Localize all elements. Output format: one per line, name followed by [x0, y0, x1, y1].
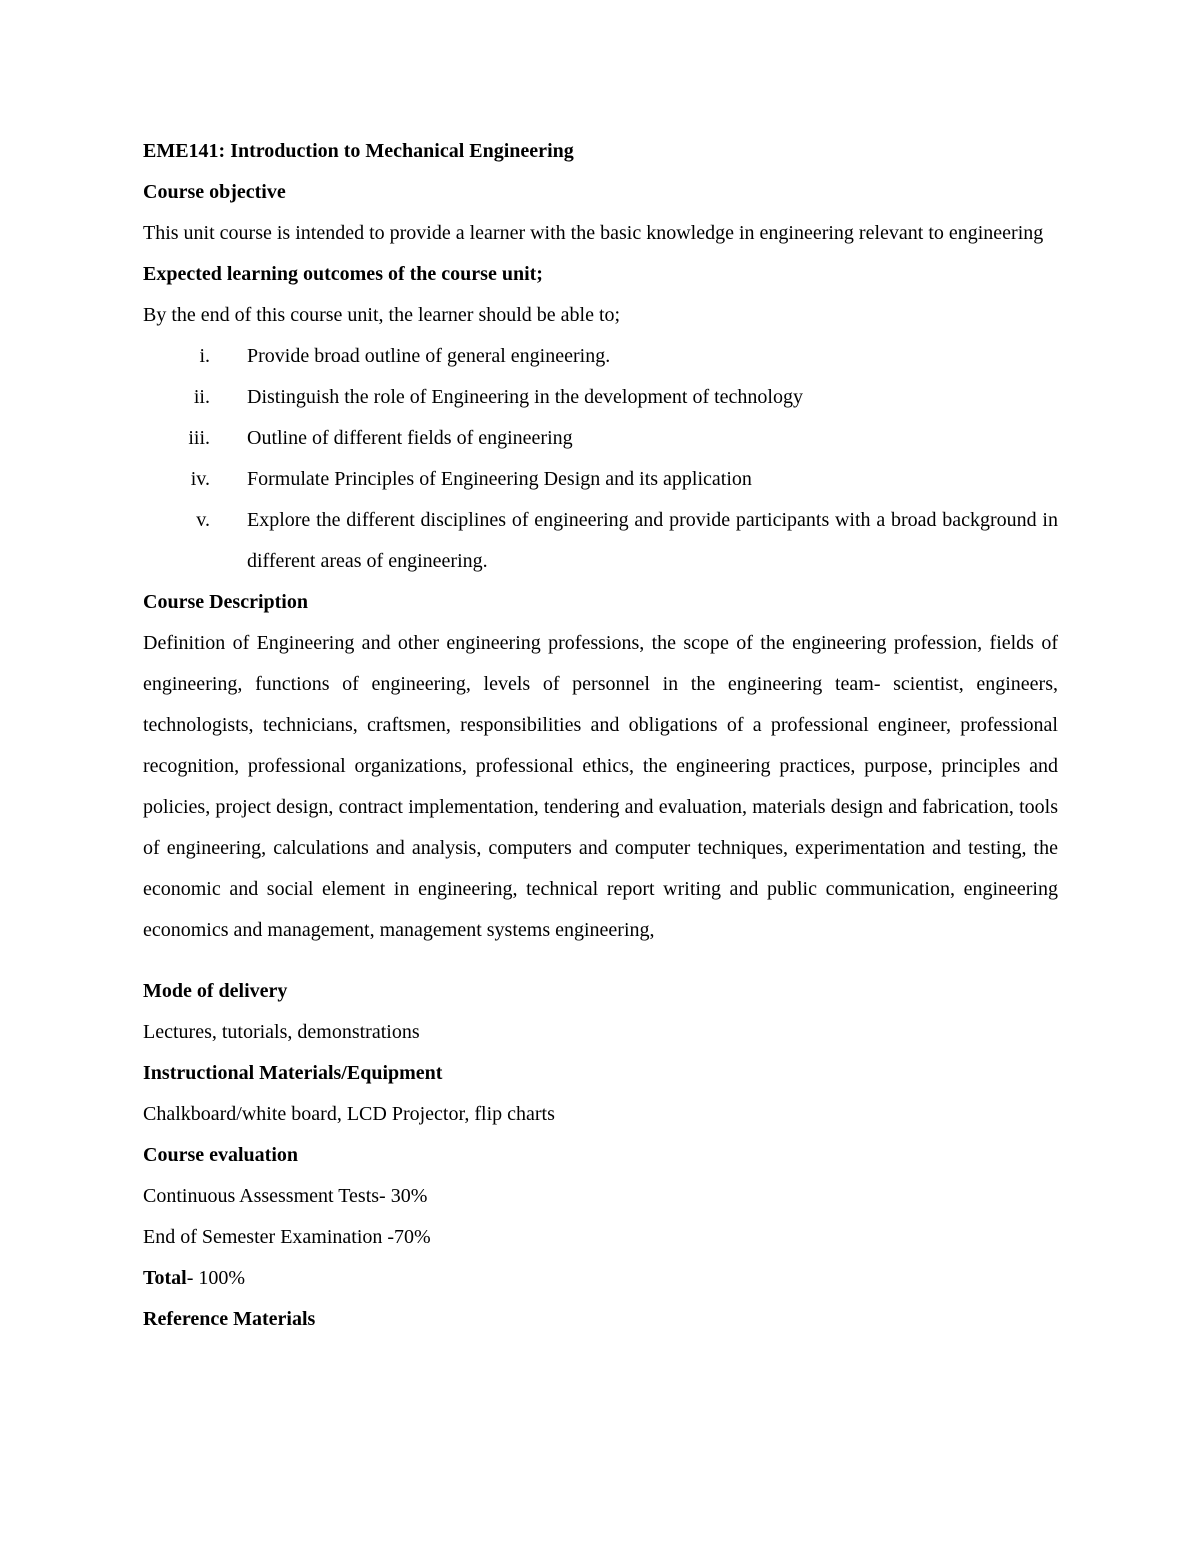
course-evaluation-heading: Course evaluation: [143, 1144, 298, 1166]
document-title: EME141: Introduction to Mechanical Engineering: [143, 140, 574, 162]
instructional-materials-text: Chalkboard/white board, LCD Projector, flip charts: [143, 1103, 555, 1125]
outcome-number: i.: [199, 345, 210, 367]
learning-outcomes-heading: Expected learning outcomes of the course unit;: [143, 263, 543, 285]
evaluation-total-value: - 100%: [186, 1267, 246, 1289]
outcome-text: Provide broad outline of general engineering.: [247, 345, 611, 367]
mode-of-delivery-heading: Mode of delivery: [143, 980, 288, 1002]
outcome-number: iv.: [190, 468, 210, 490]
reference-materials-heading: Reference Materials: [143, 1308, 316, 1330]
outcome-number: v.: [196, 509, 210, 531]
instructional-materials-heading: Instructional Materials/Equipment: [143, 1062, 443, 1084]
course-objective-text: This unit course is intended to provide a learner with the basic knowledge in engineering relevant to engineering: [143, 222, 1044, 244]
outcome-number: iii.: [188, 427, 210, 449]
outcome-text: Explore the different disciplines of engineering and provide participants with a broad background in different areas of engineering.: [247, 509, 1058, 572]
outcome-number: ii.: [193, 386, 210, 408]
outcome-item: [143, 459, 1058, 500]
mode-of-delivery-text: Lectures, tutorials, demonstrations: [143, 1021, 420, 1043]
evaluation-item-cats: Continuous Assessment Tests- 30%: [143, 1185, 428, 1207]
course-description-heading: Course Description: [143, 591, 308, 613]
evaluation-total-label: Total: [143, 1267, 187, 1289]
outcome-item: [143, 418, 1058, 459]
outcome-text: Outline of different fields of engineering: [247, 427, 573, 449]
outcome-item: [143, 336, 1058, 377]
outcome-list: [143, 336, 1058, 582]
evaluation-item-exam: End of Semester Examination -70%: [143, 1226, 431, 1248]
outcome-item: [143, 377, 1058, 418]
learning-outcomes-intro: By the end of this course unit, the learner should be able to;: [143, 304, 621, 326]
course-description-text: Definition of Engineering and other engineering professions, the scope of the engineering profession, fields of engineering, functions of engineering, levels of personnel in the engineering team- scientist, engineers, technologists, technicians, craftsmen, responsibilities and obligations of a professional engineer, professional recognition, professional organizations, professional ethics, the engineering practices, purpose, principles and policies, project design, contract implementation, tendering and evaluation, materials design and fabrication, tools of engineering, calculations and analysis, computers and computer techniques, experimentation and testing, the economic and social element in engineering, technical report writing and public communication, engineering economics and management, management systems engineering,: [143, 632, 1058, 941]
course-objective-heading: Course objective: [143, 181, 286, 203]
evaluation-total: [143, 1258, 1058, 1299]
outcome-text: Distinguish the role of Engineering in the development of technology: [247, 386, 803, 408]
outcome-item: [143, 500, 1058, 582]
outcome-text: Formulate Principles of Engineering Design and its application: [247, 468, 752, 490]
